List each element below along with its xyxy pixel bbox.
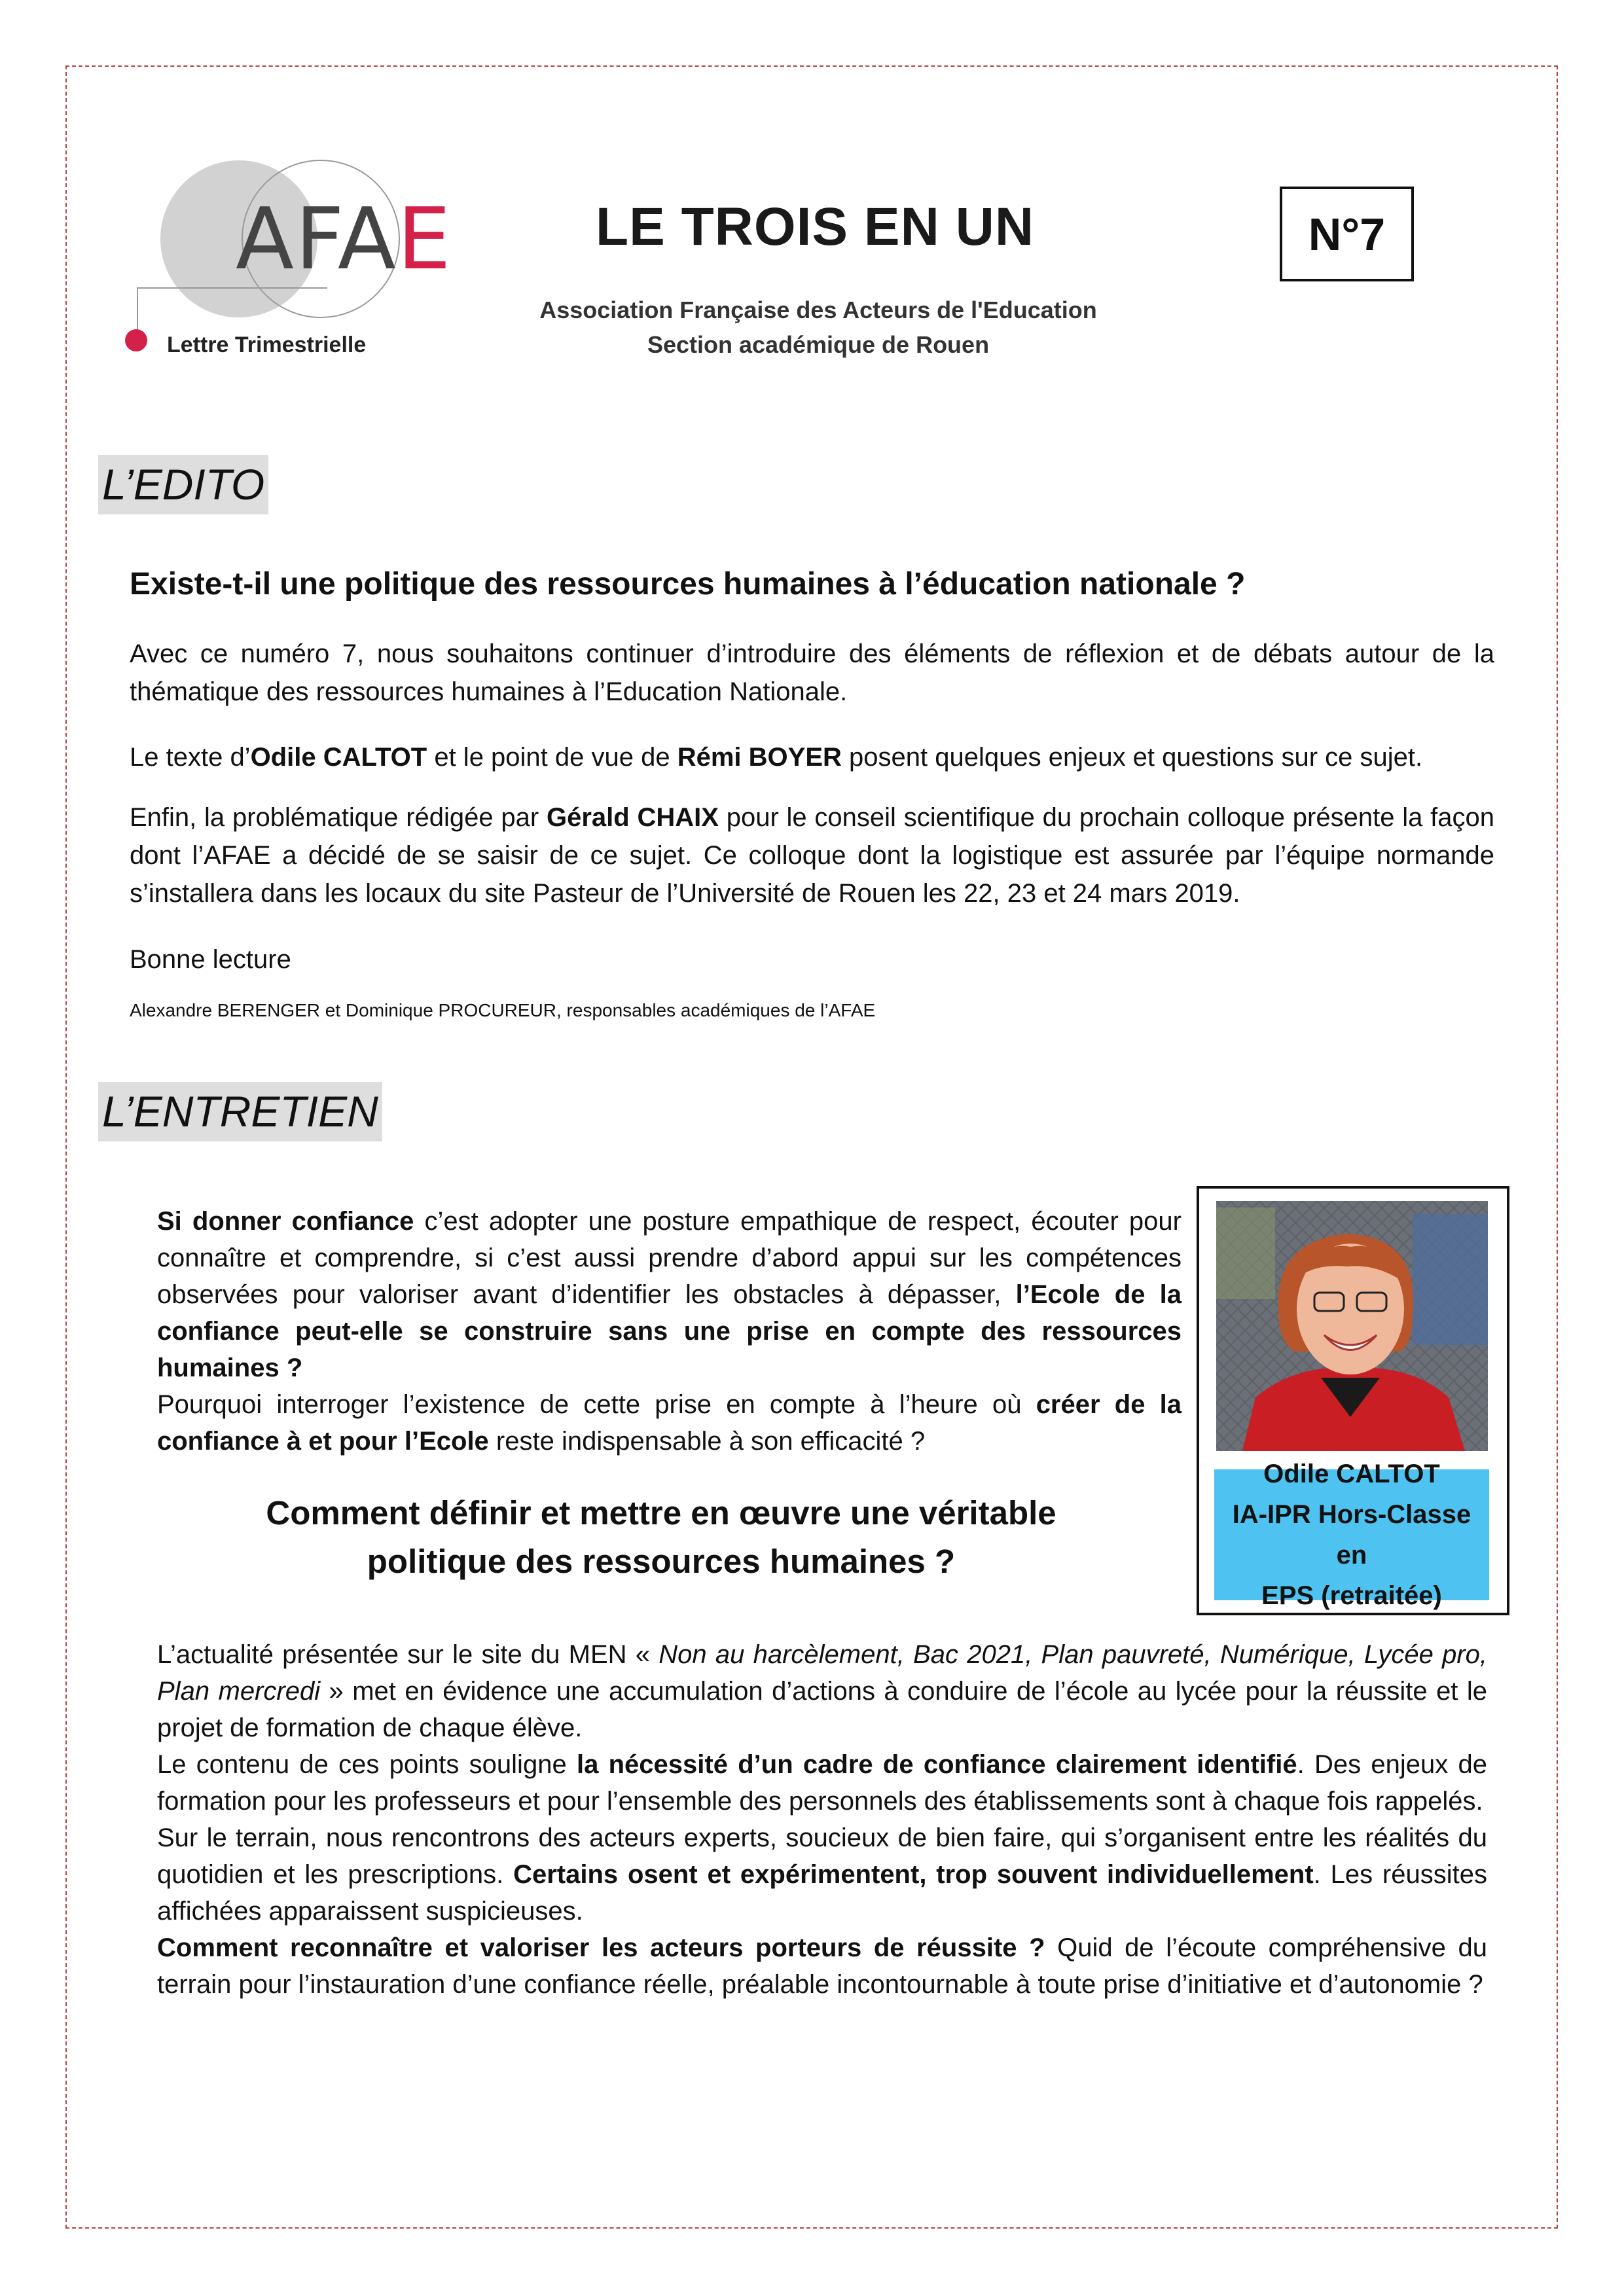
body-paragraph-2: Le contenu de ces points souligne la nécessité d’un cadre de confiance clairement identifié. Des enjeux de formation pour les professeurs et pour l’ensemble des personnels des établissements sont à chaque fois rappelés. bbox=[157, 1750, 1488, 1816]
entretien-question: Comment définir et mettre en œuvre une véritable politique des ressources humaines ? bbox=[266, 1494, 1056, 1580]
edito-heading: L’EDITO bbox=[98, 455, 268, 514]
body-paragraph-1: L’actualité présentée sur le site du MEN « Non au harcèlement, Bac 2021, Plan pauvreté, Numérique, Lycée pro, Plan mercredi » met en évidence une accumulation d’actions à conduire de l’école au lycée pour la réussite et le projet de formation de chaque élève. bbox=[157, 1640, 1487, 1742]
portrait-photo bbox=[1216, 1201, 1488, 1451]
entretien-body bbox=[157, 1636, 1487, 2003]
caption-name: Odile CALTOT bbox=[1263, 1460, 1440, 1488]
edito-paragraph-2: Le texte d’Odile CALTOT et le point de vue de Rémi BOYER posent quelques enjeux et questions sur ce sujet. bbox=[130, 743, 1423, 772]
body-paragraph-4: Comment reconnaître et valoriser les acteurs porteurs de réussite ? Quid de l’écoute compréhensive du terrain pour l’instauration d’une confiance réelle, préalable incontournable à toute prise d’initiative et d’autonomie ? bbox=[157, 1933, 1487, 1999]
section-name: Section académique de Rouen bbox=[647, 331, 990, 358]
edito-paragraph-1: Avec ce numéro 7, nous souhaitons continuer d’introduire des éléments de réflexion et de débats autour de la thématique des ressources humaines à l’Education Nationale. bbox=[130, 639, 1494, 706]
edito-closing: Bonne lecture bbox=[130, 945, 291, 974]
caption-title: IA-IPR Hors-Classe en bbox=[1232, 1500, 1471, 1570]
logo-wordmark: AFAE bbox=[236, 189, 452, 289]
caption-status: EPS (retraitée) bbox=[1261, 1581, 1442, 1610]
newsletter-title: LE TROIS EN UN bbox=[596, 197, 1035, 257]
edito-question: Existe-t-il une politique des ressources humaines à l’éducation nationale ? bbox=[130, 567, 1246, 601]
body-paragraph-3: Sur le terrain, nous rencontrons des acteurs experts, soucieux de bien faire, qui s’organisent entre les réalités du quotidien et les prescriptions. Certains osent et expérimentent, trop souvent individuellement. Les réussites affichées apparaissent suspicieuses. bbox=[157, 1823, 1487, 1926]
entretien-heading: L’ENTRETIEN bbox=[98, 1082, 382, 1141]
logo-subtitle: Lettre Trimestrielle bbox=[167, 332, 367, 357]
association-name: Association Française des Acteurs de l'Education bbox=[539, 296, 1097, 323]
issue-number: N°7 bbox=[1280, 187, 1414, 281]
portrait-caption bbox=[1214, 1460, 1489, 1610]
edito-signature: Alexandre BERENGER et Dominique PROCUREUR, responsables académiques de l’AFAE bbox=[130, 1000, 876, 1020]
entretien-intro: Si donner confiance c’est adopter une posture empathique de respect, écouter pour connaître et comprendre, si c’est aussi prendre d’abord appui sur les compétences observées pour valoriser avant d’identifier les obstacles à dépasser, l’Ecole de la confiance peut-elle se construire sans une prise en compte des ressources humaines ? Pourquoi interroger l’existence de cette prise en compte à l’heure où créer de la confiance à et pour l’Ecole reste indispensable à son efficacité ? bbox=[157, 1207, 1182, 1456]
edito-paragraph-3: Enfin, la problématique rédigée par Gérald CHAIX pour le conseil scientifique du prochain colloque présente la façon dont l’AFAE a décidé de se saisir de ce sujet. Ce colloque dont la logistique est assurée par l’équipe normande s’installera dans les locaux du site Pasteur de l’Université de Rouen les 22, 23 et 24 mars 2019. bbox=[130, 803, 1494, 908]
